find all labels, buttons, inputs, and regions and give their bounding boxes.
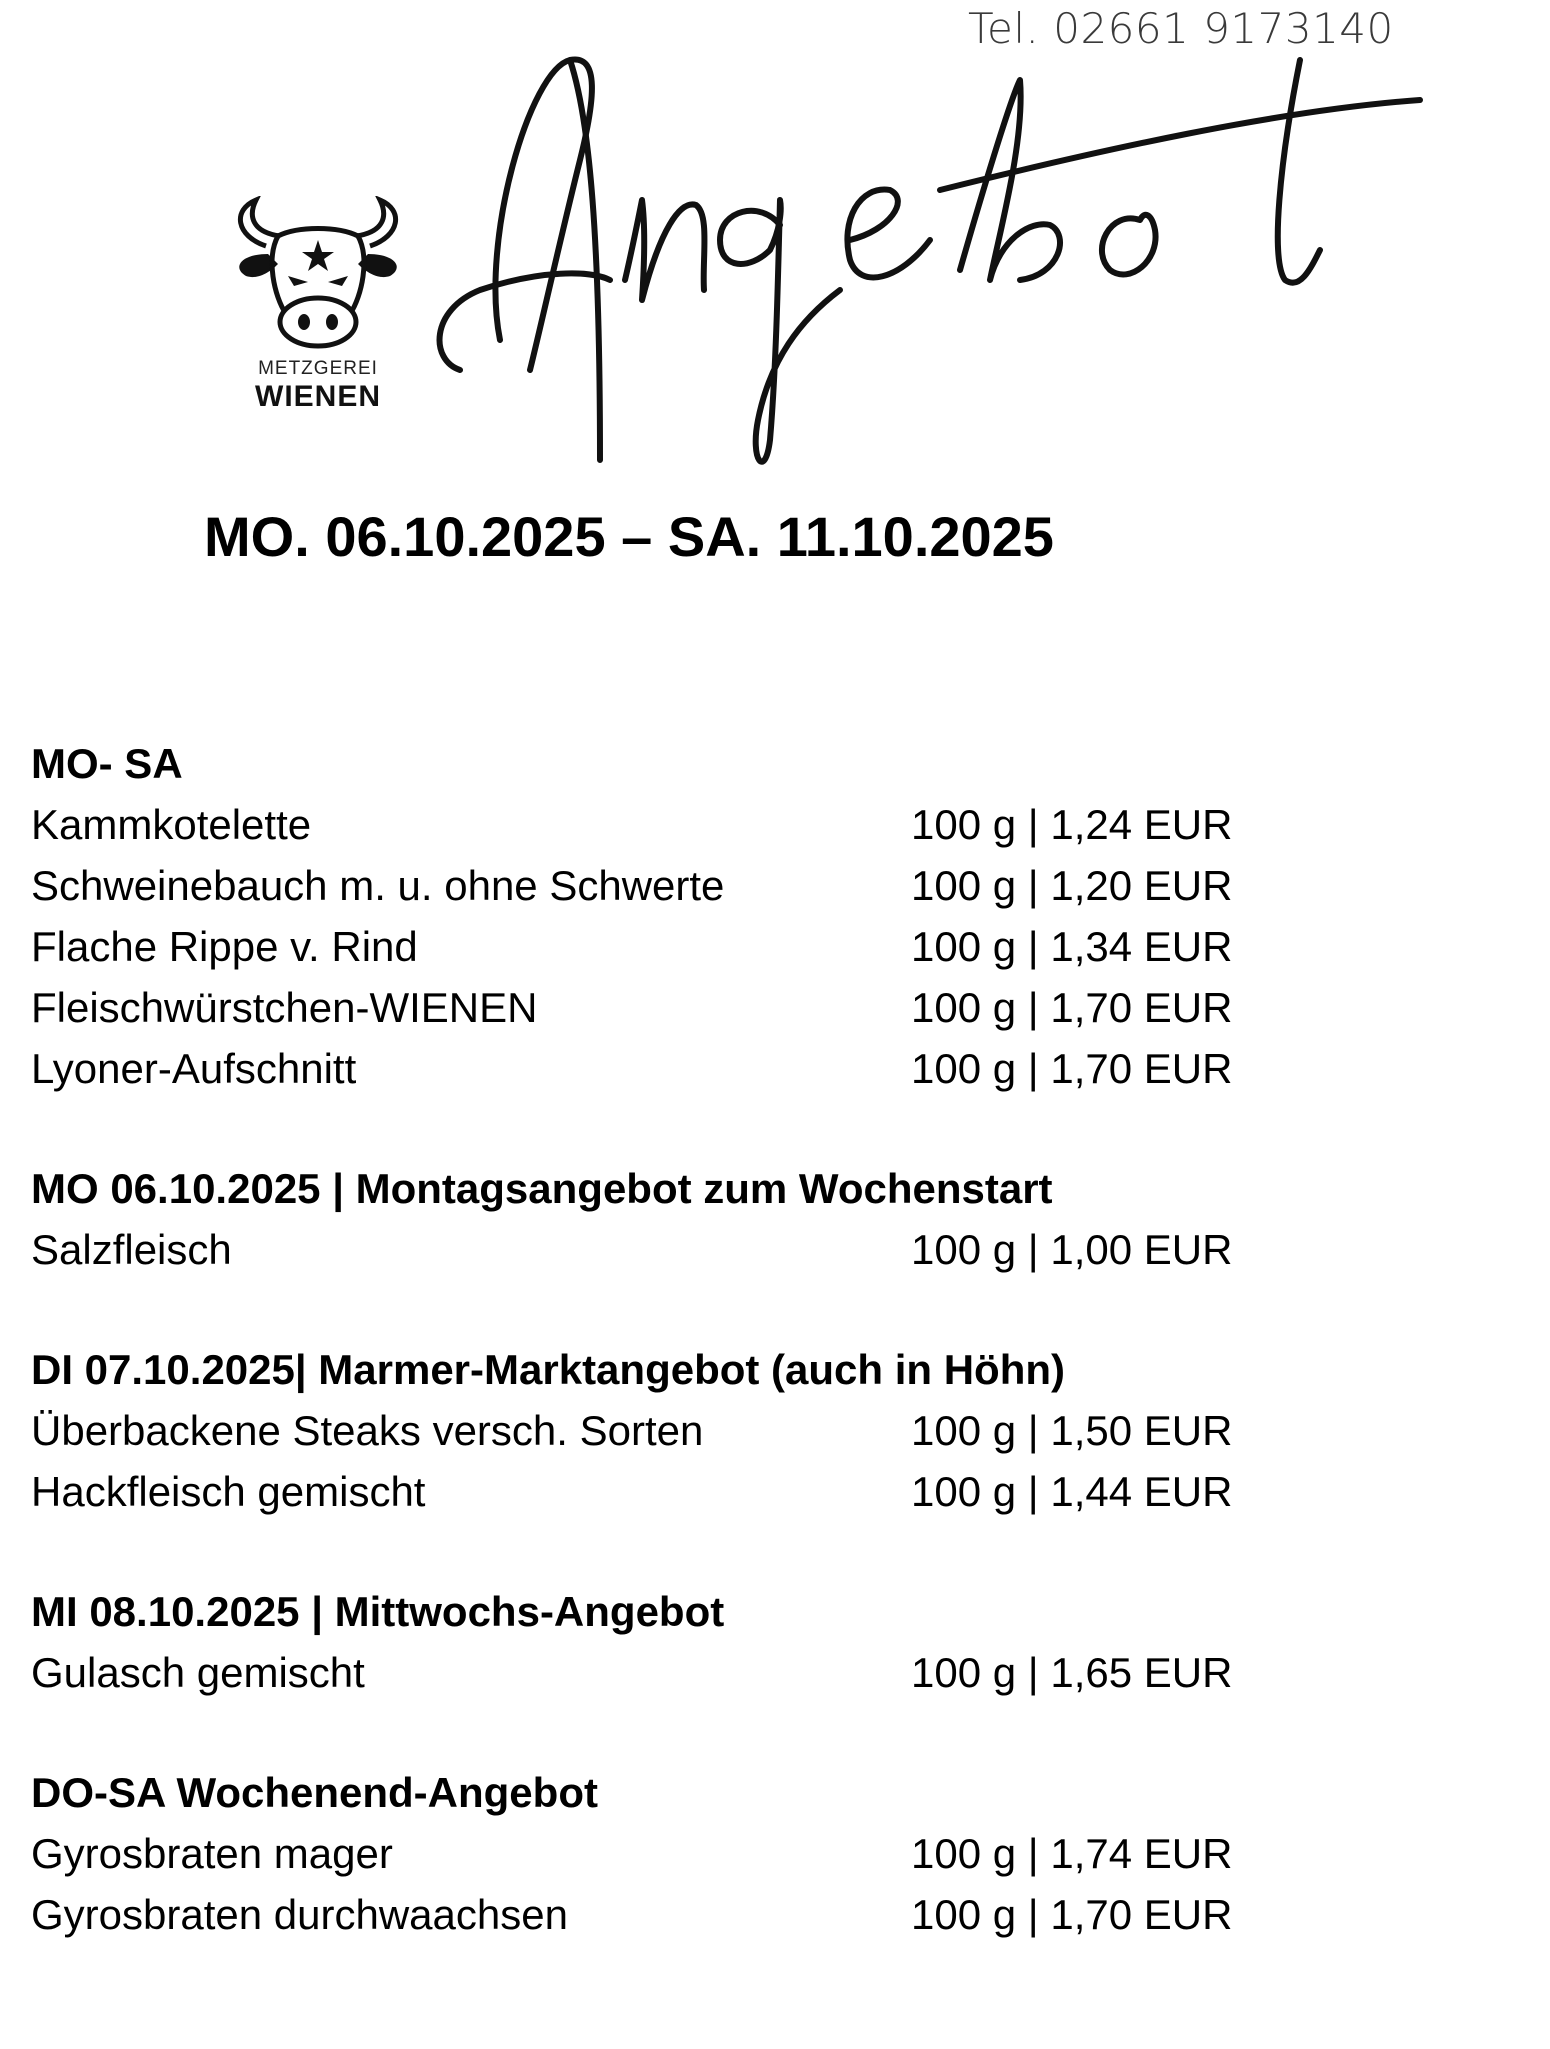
- offer-item: [31, 855, 1511, 916]
- item-name: Gulasch gemischt: [31, 1649, 365, 1696]
- offer-list: [31, 734, 1511, 2005]
- item-name: Gyrosbraten mager: [31, 1830, 393, 1877]
- logo: [228, 196, 408, 413]
- offer-section-wednesday: [31, 1582, 1511, 1703]
- item-price: 100 g | 1,50 EUR: [911, 1407, 1233, 1454]
- logo-line1: METZGEREI: [258, 358, 378, 379]
- section-title: DO-SA Wochenend-Angebot: [31, 1769, 598, 1816]
- offer-item: [31, 1219, 1511, 1280]
- item-name: Kammkotelette: [31, 801, 312, 848]
- item-name: Überbackene Steaks versch. Sorten: [31, 1407, 704, 1454]
- item-price: 100 g | 1,70 EUR: [911, 1891, 1233, 1938]
- item-price: 100 g | 1,70 EUR: [911, 984, 1233, 1031]
- section-title: MO 06.10.2025 | Montagsangebot zum Wochenstart: [31, 1165, 1053, 1212]
- offer-item: [31, 1400, 1511, 1461]
- item-price: 100 g | 1,70 EUR: [911, 1045, 1233, 1092]
- item-name: Salzfleisch: [31, 1226, 232, 1273]
- offer-item: [31, 1884, 1511, 1945]
- logo-line2: WIENEN: [255, 380, 381, 413]
- offer-item: [31, 1823, 1511, 1884]
- item-price: 100 g | 1,24 EUR: [911, 801, 1233, 848]
- item-price: 100 g | 1,00 EUR: [911, 1226, 1233, 1273]
- section-title: MI 08.10.2025 | Mittwochs-Angebot: [31, 1588, 725, 1635]
- offer-item: [31, 794, 1511, 855]
- offer-item: [31, 916, 1511, 977]
- item-price: 100 g | 1,65 EUR: [911, 1649, 1233, 1696]
- offer-date-range: MO. 06.10.2025 – SA. 11.10.2025: [204, 505, 1054, 568]
- item-name: Flache Rippe v. Rind: [31, 923, 418, 970]
- phone-number: Tel. 02661 9173140: [968, 4, 1394, 53]
- item-name: Hackfleisch gemischt: [31, 1468, 426, 1515]
- section-title: DI 07.10.2025| Marmer-Marktangebot (auch in Höhn): [31, 1346, 1066, 1393]
- offer-section-mo-sa: [31, 734, 1511, 1099]
- item-price: 100 g | 1,44 EUR: [911, 1468, 1233, 1515]
- offer-item: [31, 1038, 1511, 1099]
- item-price: 100 g | 1,74 EUR: [911, 1830, 1233, 1877]
- item-name: Lyoner-Aufschnitt: [31, 1045, 357, 1092]
- bull-head-icon: [228, 196, 408, 356]
- item-name: Schweinebauch m. u. ohne Schwerte: [31, 862, 725, 909]
- offer-section-tuesday: [31, 1340, 1511, 1522]
- angebot-script-graphic: [420, 40, 1440, 480]
- brand-script-title: [420, 40, 1440, 480]
- section-title: MO- SA: [31, 740, 183, 787]
- offer-item: [31, 1642, 1511, 1703]
- item-name: Fleischwürstchen-WIENEN: [31, 984, 538, 1031]
- offer-section-monday: [31, 1159, 1511, 1280]
- item-name: Gyrosbraten durchwaachsen: [31, 1891, 568, 1938]
- offer-section-weekend: [31, 1763, 1511, 1945]
- item-price: 100 g | 1,20 EUR: [911, 862, 1233, 909]
- item-price: 100 g | 1,34 EUR: [911, 923, 1233, 970]
- offer-item: [31, 977, 1511, 1038]
- offer-item: [31, 1461, 1511, 1522]
